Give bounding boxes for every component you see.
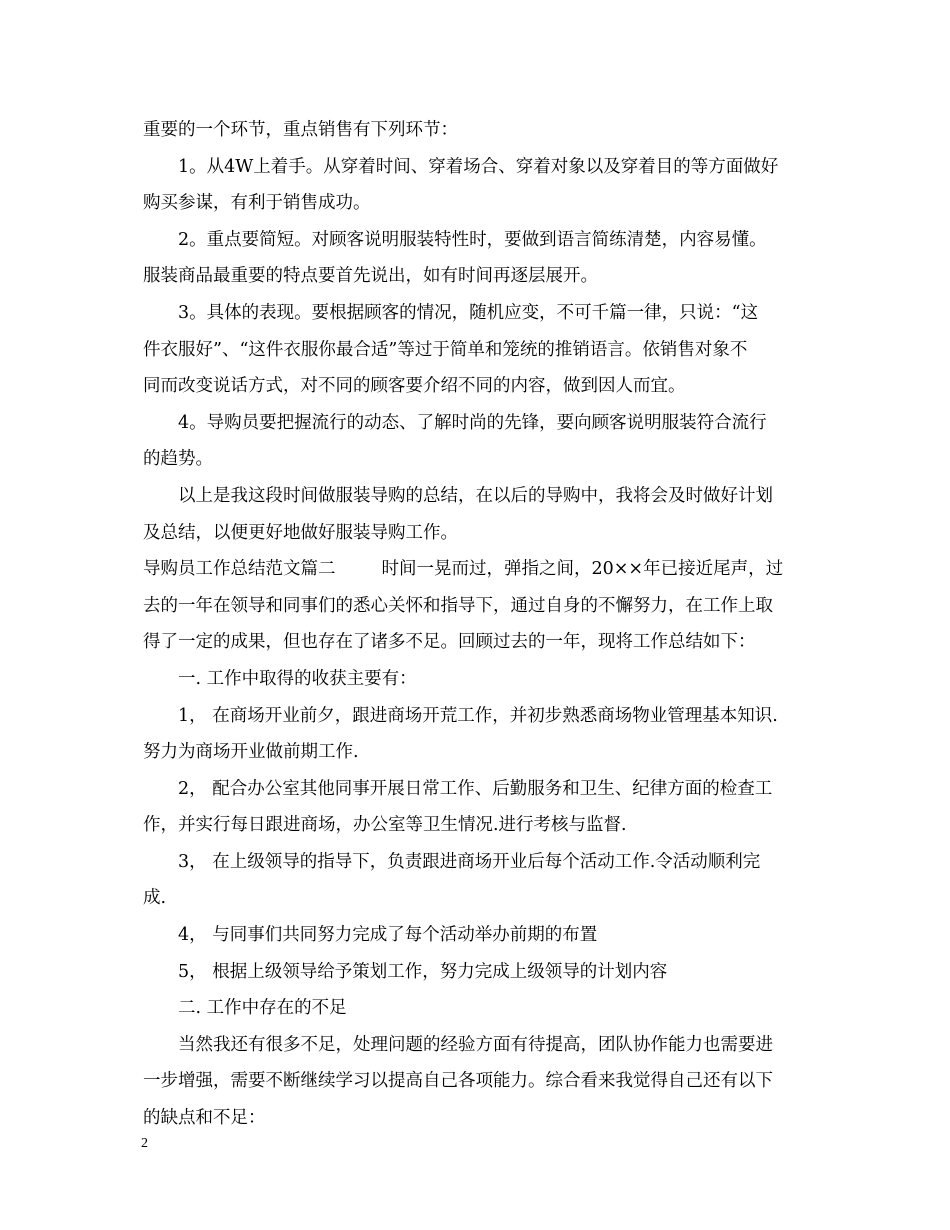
text-line: 3， 在上级领导的指导下，负责跟进商场开业后每个活动工作.令活动顺利完 (178, 851, 761, 872)
page-number: 2 (141, 1136, 148, 1151)
text-line: 努力为商场开业做前期工作. (143, 742, 359, 763)
text-line: 作，并实行每日跟进商场，办公室等卫生情况.进行考核与监督. (143, 815, 627, 836)
subheading-line: 一. 工作中取得的收获主要有： (178, 668, 417, 689)
section-intro-text: 时间一晃而过，弹指之间，20××年已接近尾声，过 (381, 559, 784, 580)
text-line: 去的一年在领导和同事们的悉心关怀和指导下，通过自身的不懈努力，在工作上取 (143, 595, 773, 616)
document-body (143, 112, 823, 1137)
text-line: 5， 根据上级领导给予策划工作，努力完成上级领导的计划内容 (178, 961, 668, 982)
text-line: 及总结，以便更好地做好服装导购工作。 (143, 522, 458, 543)
section-heading-line (143, 551, 823, 588)
text-line: 当然我还有很多不足，处理问题的经验方面有待提高，团队协作能力也需要进 (178, 1034, 773, 1055)
text-line: 一步增强，需要不断继续学习以提高自己各项能力。综合看来我觉得自己还有以下 (143, 1071, 773, 1092)
text-line: 件衣服好”、“这件衣服你最合适”等过于简单和笼统的推销语言。依销售对象不 (143, 339, 748, 360)
text-line: 2。重点要简短。对顾客说明服装特性时，要做到语言简练清楚，内容易懂。 (178, 229, 767, 250)
text-line: 4， 与同事们共同努力完成了每个活动举办前期的布置 (178, 925, 598, 946)
text-line: 3。具体的表现。要根据顾客的情况，随机应变，不可千篇一律，只说：“这 (178, 302, 759, 323)
text-line: 4。导购员要把握流行的动态、了解时尚的先锋，要向顾客说明服装符合流行 (178, 412, 767, 433)
text-line: 2， 配合办公室其他同事开展日常工作、后勤服务和卫生、纪律方面的检查工 (178, 778, 773, 799)
text-line: 同而改变说话方式，对不同的顾客要介绍不同的内容，做到因人而宜。 (143, 376, 686, 397)
text-line: 购买参谋，有利于销售成功。 (143, 193, 371, 214)
text-line: 的趋势。 (143, 449, 213, 470)
subheading-line: 二. 工作中存在的不足 (178, 998, 347, 1019)
text-line: 成. (143, 888, 167, 909)
text-line: 得了一定的成果，但也存在了诸多不足。回顾过去的一年，现将工作总结如下： (143, 632, 756, 653)
text-line: 以上是我这段时间做服装导购的总结，在以后的导购中，我将会及时做好计划 (178, 485, 773, 506)
text-line: 1， 在商场开业前夕，跟进商场开荒工作，并初步熟悉商场物业管理基本知识. (178, 705, 778, 726)
text-line: 服装商品最重要的特点要首先说出，如有时间再逐层展开。 (143, 266, 598, 287)
text-line: 1。从4W上着手。从穿着时间、穿着场合、穿着对象以及穿着目的等方面做好 (178, 156, 779, 177)
text-line: 的缺点和不足： (143, 1108, 266, 1129)
section-title: 导购员工作总结范文篇二 (143, 559, 336, 580)
text-line: 重要的一个环节，重点销售有下列环节： (143, 120, 458, 140)
